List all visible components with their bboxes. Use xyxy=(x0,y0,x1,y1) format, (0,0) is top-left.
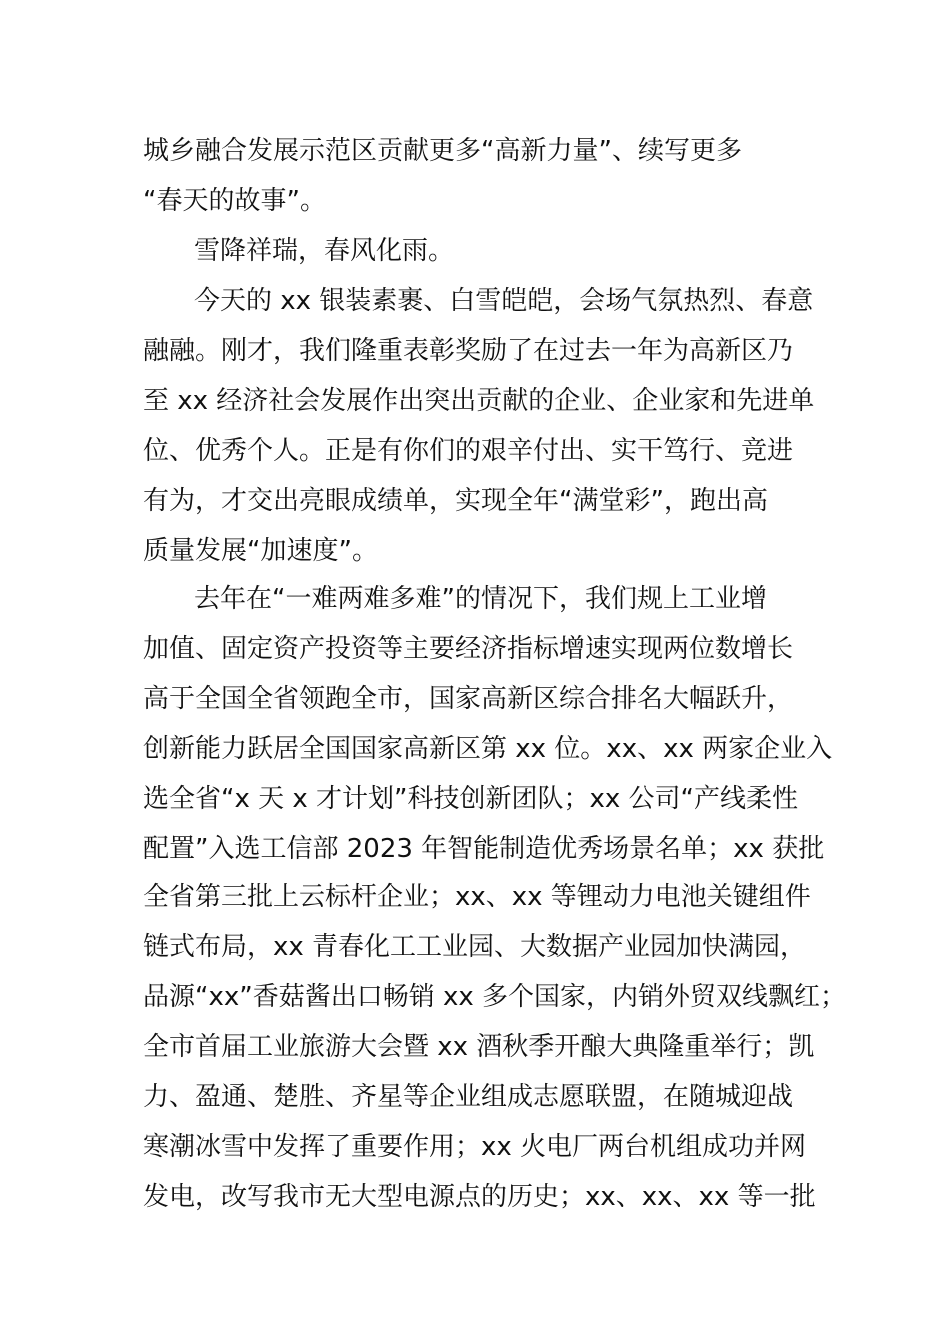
text-line: 全市首届工业旅游大会暨 xx 酒秋季开酿大典隆重举行；凯 xyxy=(143,1032,815,1062)
text-line: 配置”入选工信部 2023 年智能制造优秀场景名单；xx 获批 xyxy=(143,834,825,864)
text-line: 去年在“一难两难多难”的情况下，我们规上工业增 xyxy=(194,584,767,614)
text-line: 全省第三批上云标杆企业；xx、xx 等锂动力电池关键组件 xyxy=(143,882,811,912)
text-line: 至 xx 经济社会发展作出突出贡献的企业、企业家和先进单 xyxy=(143,386,815,416)
text-line: 高于全国全省领跑全市，国家高新区综合排名大幅跃升， xyxy=(143,684,794,714)
text-line: 加值、固定资产投资等主要经济指标增速实现两位数增长 xyxy=(143,634,794,664)
text-line: 寒潮冰雪中发挥了重要作用；xx 火电厂两台机组成功并网 xyxy=(143,1132,807,1162)
text-line: 今天的 xx 银装素裹、白雪皑皑，会场气氛热烈、春意 xyxy=(194,286,814,316)
text-line: 选全省“x 天 x 才计划”科技创新团队；xx 公司“产线柔性 xyxy=(143,784,799,814)
text-line: 力、盈通、楚胜、齐星等企业组成志愿联盟，在随城迎战 xyxy=(143,1082,794,1112)
text-line: 位、优秀个人。正是有你们的艰辛付出、实干笃行、竞进 xyxy=(143,436,794,466)
text-line: 质量发展“加速度”。 xyxy=(143,536,378,566)
text-line: 创新能力跃居全国国家高新区第 xx 位。xx、xx 两家企业入 xyxy=(143,734,833,764)
text-line: 有为，才交出亮眼成绩单，实现全年“满堂彩”，跑出高 xyxy=(143,486,768,516)
text-line: 品源“xx”香菇酱出口畅销 xx 多个国家，内销外贸双线飘红； xyxy=(143,982,847,1012)
text-line: “春天的故事”。 xyxy=(143,186,326,216)
text-line: 链式布局，xx 青春化工工业园、大数据产业园加快满园， xyxy=(143,932,807,962)
text-line: 城乡融合发展示范区贡献更多“高新力量”、续写更多 xyxy=(143,136,742,166)
text-line: 发电，改写我市无大型电源点的历史；xx、xx、xx 等一批 xyxy=(143,1182,816,1212)
text-line: 雪降祥瑞，春风化雨。 xyxy=(194,236,455,266)
text-line: 融融。刚才，我们隆重表彰奖励了在过去一年为高新区乃 xyxy=(143,336,794,366)
